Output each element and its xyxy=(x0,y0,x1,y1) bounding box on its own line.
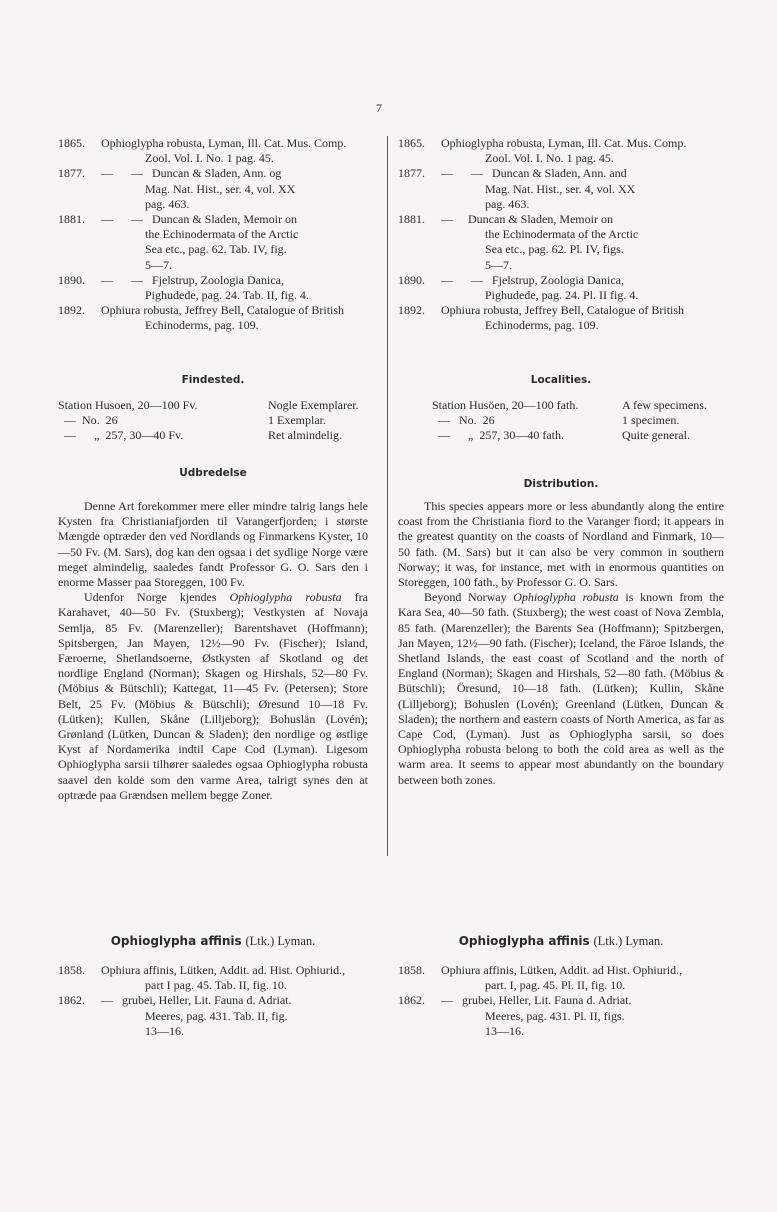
entry-line: Echinoderms, pag. 109. xyxy=(485,318,599,333)
stations-list-right xyxy=(432,398,758,444)
synonymy-list-left xyxy=(58,136,368,334)
udbredelse-heading: Udbredelse xyxy=(179,467,247,479)
entry-year: 1892. xyxy=(58,303,85,318)
entry-line: Sea etc., pag. 62. Tab. IV, fig. xyxy=(145,242,287,257)
entry-year: 1865. xyxy=(398,136,425,150)
entry-line: — — Duncan & Sladen, Memoir on xyxy=(101,212,297,227)
synonymy-entry xyxy=(58,993,368,1039)
distribution-heading: Distribution. xyxy=(523,478,599,490)
entry-year: 1890. xyxy=(398,272,425,287)
entry-line: Ophioglypha robusta, Lyman, Ill. Cat. Mus. Comp. xyxy=(441,136,687,150)
entry-line: Zool. Vol. I. No. 1 pag. 45. xyxy=(145,151,274,166)
synonymy2-list-left xyxy=(58,963,368,1039)
entry-line: Ophioglypha robusta, Lyman, Ill. Cat. Mus. Comp. xyxy=(101,136,347,150)
entry-line: Zool. Vol. I. No. 1 pag. 45. xyxy=(485,151,614,166)
page-number: 7 xyxy=(376,101,382,115)
synonymy-entry xyxy=(398,963,724,993)
paragraph: Denne Art forekommer mere eller mindre talrig langs hele Kysten fra Christianiafjorden til Varangerfjorden; i største Mængde optræder den ved Nordlands og Finmarkens Kyster, 10—50 Fv. (M. Sars), dog kan den ogsaa i det sydlige Norge være meget almindelig, saaledes fandt Professor G. O. Sars den i enorme Masser paa Storeggen, 100 Fv. xyxy=(58,499,368,590)
entry-line: Ophiura robusta, Jeffrey Bell, Catalogue of British xyxy=(441,303,685,318)
entry-line: — grubei, Heller, Lit. Fauna d. Adriat. xyxy=(101,993,292,1008)
synonymy-list-right xyxy=(398,136,724,334)
paragraph: Beyond Norway Ophioglypha robusta is known from the Kara Sea, 40—50 fath. (Stuxberg); the west coast of Nova Zembla, 85 fath. (Marenzeller); the Barents Sea (Hoffmann); Spitzbergen, Jan Mayen, 12½—90 fath. (Fischer); Iceland, the Färoe Islands, the Shetland Islands, the east coast of Scotland and the north of England (Norman); Skagen and Hirshals, 52—80 fath. (Möbius & Bütschli); Öresund, 10—18 fath. (Lütken); Kullin, Skåne (Lilljeborg); Bohuslen (Lovén); Greenland (Lütken, Duncan & Sladen); the northern and eastern coasts of North America, as far as Cape Cod, (Lyman). Just as Ophioglypha sarsii, so does Ophioglypha robusta belong to both the cold area as well as the warm area. It seems to appear most abundantly on the boundary between both zones. xyxy=(398,590,725,787)
entry-line: 5—7. xyxy=(485,257,512,272)
entry-line: part I pag. 45. Tab. II, fig. 10. xyxy=(145,978,287,993)
entry-year: 1877. xyxy=(398,166,425,181)
entry-line: — — Fjelstrup, Zoologia Danica, xyxy=(441,272,624,287)
synonymy2-list-right xyxy=(398,963,724,1039)
entry-text xyxy=(441,993,724,1039)
findested-heading: Findested. xyxy=(181,374,245,386)
entry-line: Echinoderms, pag. 109. xyxy=(145,318,259,333)
species-heading-right xyxy=(398,934,724,949)
species-author: (Ltk.) Lyman. xyxy=(245,934,316,948)
entry-year: 1877. xyxy=(58,166,85,181)
entry-line: Meeres, pag. 431. Pl. II, figs. xyxy=(485,1008,625,1023)
entry-line: Ophiura robusta, Jeffrey Bell, Catalogue of British xyxy=(101,303,345,318)
station-row: — No. 26 1 Exemplar. xyxy=(58,413,326,428)
entry-line: 13—16. xyxy=(485,1023,524,1038)
entry-year: 1890. xyxy=(58,272,85,287)
station-row: — „ 257, 30—40 Fv. Ret almindelig. xyxy=(58,428,342,443)
station-row: — „ 257, 30—40 fath. Quite general. xyxy=(432,428,690,443)
entry-line: Pighudede, pag. 24. Pl. II fig. 4. xyxy=(485,288,639,303)
species-name: Ophioglypha affinis xyxy=(110,934,242,948)
entry-text xyxy=(101,166,368,212)
synonymy-entry xyxy=(398,166,724,212)
paragraph: Udenfor Norge kjendes Ophioglypha robusta fra Karahavet, 40—50 Fv. (Stuxberg); Vestkysten af Novaja Semlja, 85 Fv. (Marenzeller); Barentshavet (Hoffmann); Spitsbergen, Jan Mayen, 12½—90 Fv. (Fischer); Island, Færoerne, Shetlandsoerne, Østkysten af Skotland og det nordlige England (Norman); Skagen og Hirshals, 52—80 Fv. (Möbius & Bütschli); Kattegat, 11—45 Fv. (Petersen); Store Belt, 25 Fv. (Möbius & Bütschli); Øresund 10—18 Fv. (Lütken); Kullen, Skåne (Lilljeborg); Bohuslän (Lovén); Grønland (Lütken, Duncan & Sladen); den nordlige og østlige Kyst af Nordamerika indtil Cape Cod (Lyman). Ligesom Ophioglypha sarsii tilhører saaledes ogsaa Ophioglypha robusta saavel den kolde som den varme Area, talrigt synes den at optræde paa Grændsen mellem begge Zoner. xyxy=(58,590,368,802)
entry-text xyxy=(101,136,368,166)
entry-line: — — Fjelstrup, Zoologia Danica, xyxy=(101,272,284,287)
station-row: Station Husöen, 20—100 fath. A few specimens. xyxy=(432,398,707,412)
synonymy-entry xyxy=(398,993,724,1039)
entry-year: 1862. xyxy=(58,993,85,1008)
entry-line: 13—16. xyxy=(145,1023,184,1038)
synonymy-entry xyxy=(398,212,724,273)
entry-line: Pighudede, pag. 24. Tab. II, fig. 4. xyxy=(145,288,309,303)
entry-text xyxy=(441,136,724,166)
station-row: Station Husoen, 20—100 Fv. Nogle Exemplarer. xyxy=(58,398,359,412)
stations-list-left xyxy=(58,398,368,444)
entry-text xyxy=(101,303,368,333)
udbredelse-text xyxy=(58,499,368,803)
entry-text xyxy=(101,273,368,303)
entry-line: — — Duncan & Sladen, Ann. and xyxy=(441,166,627,181)
entry-line: Ophiura affinis, Lütken, Addit. ad Hist. Ophiurid., xyxy=(441,963,683,977)
entry-line: — grubei, Heller, Lit. Fauna d. Adriat. xyxy=(441,993,632,1008)
entry-line: 5—7. xyxy=(145,257,172,272)
entry-year: 1858. xyxy=(398,963,425,977)
entry-year: 1881. xyxy=(398,212,425,227)
synonymy-entry xyxy=(58,212,368,273)
station-row: — No. 26 1 specimen. xyxy=(432,413,680,428)
species-author: (Ltk.) Lyman. xyxy=(593,934,664,948)
entry-year: 1858. xyxy=(58,963,85,977)
distribution-text xyxy=(398,499,724,788)
synonymy-entry xyxy=(58,166,368,212)
entry-line: part. I, pag. 45. Pl. II, fig. 10. xyxy=(485,978,626,993)
synonymy-entry xyxy=(398,303,724,333)
synonymy-entry xyxy=(398,273,724,303)
synonymy-entry xyxy=(58,963,368,993)
entry-line: pag. 463. xyxy=(145,196,190,211)
localities-heading: Localities. xyxy=(530,374,592,386)
entry-line: Mag. Nat. Hist., ser. 4, vol. XX xyxy=(145,181,296,196)
entry-line: Mag. Nat. Hist., ser. 4, vol. XX xyxy=(485,181,636,196)
species-heading-left xyxy=(58,934,368,949)
entry-line: Meeres, pag. 431. Tab. II, fig. xyxy=(145,1008,288,1023)
entry-line: the Echinodermata of the Arctic xyxy=(145,227,299,242)
entry-year: 1881. xyxy=(58,212,85,227)
entry-year: 1865. xyxy=(58,136,85,150)
entry-text xyxy=(441,212,724,273)
column-divider xyxy=(387,136,388,856)
entry-text xyxy=(441,166,724,212)
entry-text xyxy=(101,212,368,273)
entry-text xyxy=(101,993,368,1039)
synonymy-entry xyxy=(58,303,368,333)
entry-text xyxy=(101,963,368,993)
entry-line: Sea etc., pag. 62. Pl. IV, figs. xyxy=(485,242,624,257)
entry-line: — Duncan & Sladen, Memoir on xyxy=(441,212,613,227)
synonymy-entry xyxy=(58,273,368,303)
entry-year: 1862. xyxy=(398,993,425,1008)
entry-year: 1892. xyxy=(398,303,425,318)
synonymy-entry xyxy=(398,136,724,166)
entry-text xyxy=(441,963,724,993)
entry-line: — — Duncan & Sladen, Ann. og xyxy=(101,166,282,181)
synonymy-entry xyxy=(58,136,368,166)
entry-line: Ophiura affinis, Lütken, Addit. ad. Hist. Ophiurid., xyxy=(101,963,346,977)
entry-text xyxy=(441,273,724,303)
entry-line: pag. 463. xyxy=(485,196,530,211)
entry-line: the Echinodermata of the Arctic xyxy=(485,227,639,242)
paragraph: This species appears more or less abundantly along the entire coast from the Christiania fiord to the Varanger fiord; it appears in the greatest quantity on the coasts of Nordland and Finmark, 10—50 fath. (M. Sars) but it can also be very common in southern Norway; it was, for instance, met with in enormous quantities on Storeggen, 100 fath., by Professor G. O. Sars. xyxy=(398,499,724,590)
species-name: Ophioglypha affinis xyxy=(458,934,590,948)
entry-text xyxy=(441,303,724,333)
